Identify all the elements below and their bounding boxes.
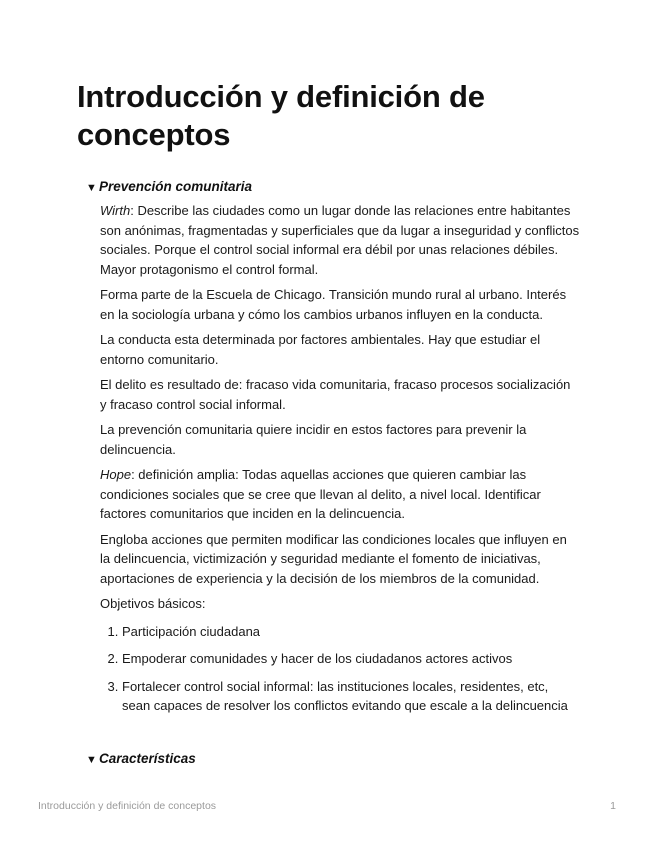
objectives-list — [100, 622, 580, 716]
list-item: 2. Empoderar comunidades y hacer de los ciudadanos actores activos — [122, 649, 580, 669]
page-number: 1 — [610, 800, 616, 812]
paragraph: La prevención comunitaria quiere incidir en estos factores para prevenir la delincuencia. — [100, 422, 527, 457]
toggle-label: Características — [99, 751, 196, 766]
paragraph: Forma parte de la Escuela de Chicago. Transición mundo rural al urbano. Interés en la sociología urbana y cómo los cambios urbanos influyen en la conducta. — [100, 287, 567, 322]
footer-title: Introducción y definición de conceptos — [38, 800, 217, 812]
paragraph: Hope: definición amplia: Todas aquellas acciones que quieren cambiar las condiciones sociales que se cree que llevan al delito, a nivel local. Identificar factores comunitarios que inciden en la delincuencia. — [100, 467, 541, 521]
triangle-down-icon: ▼ — [86, 182, 97, 194]
toggle-content-prevencion-comunitaria — [100, 201, 580, 724]
list-item: 1. Participación ciudadana — [122, 622, 580, 642]
paragraph: La conducta esta determinada por factores ambientales. Hay que estudiar el entorno comunitario. — [100, 332, 541, 367]
triangle-down-icon: ▼ — [86, 754, 97, 766]
toggle-caracteristicas[interactable] — [86, 750, 196, 769]
page-title: Introducción y definición de conceptos — [77, 79, 485, 152]
paragraph: Engloba acciones que permiten modificar las condiciones locales que influyen en la delincuencia, victimización y seguridad mediante el fomento de iniciativas, aportaciones de experiencia y la decisión de los miembros de la comunidad. — [100, 531, 567, 586]
paragraph: Objetivos básicos: — [100, 596, 206, 611]
toggle-prevencion-comunitaria[interactable] — [86, 178, 252, 197]
paragraph: Wirth: Describe las ciudades como un lugar donde las relaciones entre habitantes son anónimas, fragmentadas y superficiales que da lugar a inseguridad y conflictos sociales. Porque el control social informal era débil por unas relaciones débiles. Mayor protagonismo el control formal. — [100, 203, 580, 277]
author-name: Hope — [100, 467, 132, 482]
paragraph: El delito es resultado de: fracaso vida comunitaria, fracaso procesos socialización y fracaso control social informal. — [100, 377, 571, 412]
author-name: Wirth — [100, 203, 131, 218]
list-item: 3. Fortalecer control social informal: las instituciones locales, residentes, etc, sean capaces de resolver los conflictos evitando que escale a la delincuencia — [122, 677, 580, 716]
toggle-label: Prevención comunitaria — [99, 179, 253, 194]
